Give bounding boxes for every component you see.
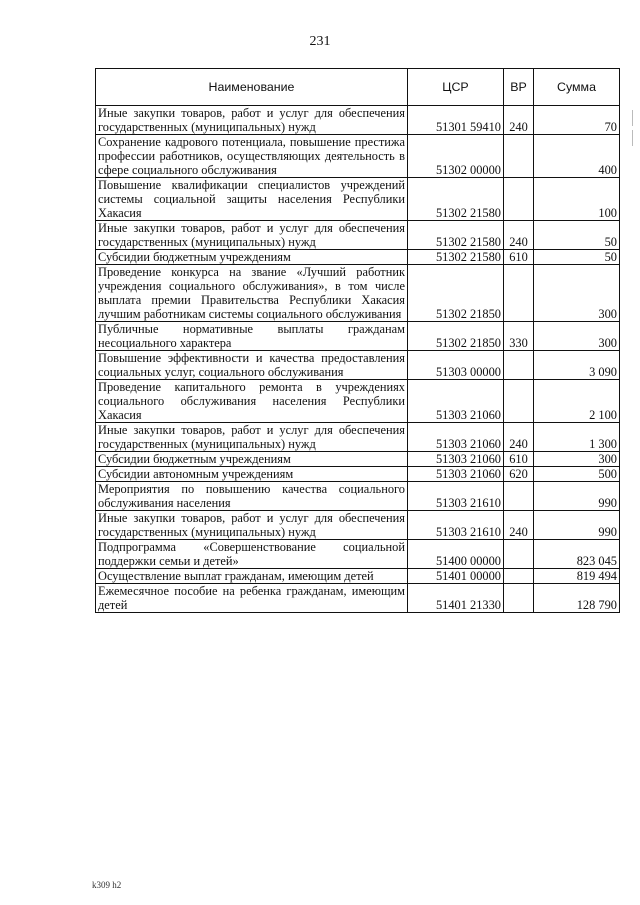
row-sum: 990: [534, 482, 620, 511]
row-vr: 240: [504, 511, 534, 540]
row-name: Субсидии бюджетным учреждениям: [96, 452, 408, 467]
row-vr: 610: [504, 452, 534, 467]
scan-edge-mark: [632, 130, 636, 146]
row-vr: [504, 569, 534, 584]
table-row: [96, 452, 620, 467]
row-name: Иные закупки товаров, работ и услуг для обеспечения государственных (муниципальных) нужд: [96, 106, 408, 135]
row-sum: 823 045: [534, 540, 620, 569]
table-row: [96, 250, 620, 265]
row-name: Сохранение кадрового потенциала, повышение престижа профессии работников, осуществляющих деятельность в сфере социального обслуживания: [96, 135, 408, 178]
row-csr: 51301 59410: [408, 106, 504, 135]
budget-table: [95, 68, 620, 613]
row-name: Повышение квалификации специалистов учреждений системы социальной защиты населения Республики Хакасия: [96, 178, 408, 221]
row-vr: 330: [504, 322, 534, 351]
row-name: Ежемесячное пособие на ребенка гражданам, имеющим детей: [96, 584, 408, 613]
header-csr: ЦСР: [408, 69, 504, 106]
row-csr: 51303 21060: [408, 423, 504, 452]
row-csr: 51303 21060: [408, 467, 504, 482]
row-name: Повышение эффективности и качества предоставления социальных услуг, социального обслуживания: [96, 351, 408, 380]
footer-code: k309 h2: [92, 880, 122, 890]
row-name: Проведение конкурса на звание «Лучший работник учреждения социального обслуживания», в том числе выплата премии Правительства Республики Хакасия лучшим работникам системы социального обслуживания: [96, 265, 408, 322]
header-sum: Сумма: [534, 69, 620, 106]
row-csr: 51401 00000: [408, 569, 504, 584]
row-csr: 51302 21580: [408, 221, 504, 250]
table-row: [96, 482, 620, 511]
table-row: [96, 106, 620, 135]
row-name: Подпрограмма «Совершенствование социальной поддержки семьи и детей»: [96, 540, 408, 569]
header-name: Наименование: [96, 69, 408, 106]
table-row: [96, 569, 620, 584]
row-name: Субсидии бюджетным учреждениям: [96, 250, 408, 265]
row-vr: [504, 540, 534, 569]
row-csr: 51303 21610: [408, 511, 504, 540]
row-sum: 100: [534, 178, 620, 221]
row-vr: 610: [504, 250, 534, 265]
table-row: [96, 178, 620, 221]
row-csr: 51303 21060: [408, 452, 504, 467]
row-name: Осуществление выплат гражданам, имеющим детей: [96, 569, 408, 584]
table-row: [96, 322, 620, 351]
row-sum: 400: [534, 135, 620, 178]
scan-edge-mark: [632, 110, 636, 126]
table-row: [96, 584, 620, 613]
table-row: [96, 540, 620, 569]
row-name: Иные закупки товаров, работ и услуг для обеспечения государственных (муниципальных) нужд: [96, 221, 408, 250]
row-csr: 51302 21850: [408, 322, 504, 351]
table-row: [96, 351, 620, 380]
row-sum: 70: [534, 106, 620, 135]
row-name: Публичные нормативные выплаты гражданам несоциального характера: [96, 322, 408, 351]
row-vr: [504, 482, 534, 511]
table-row: [96, 511, 620, 540]
row-sum: 990: [534, 511, 620, 540]
row-sum: 500: [534, 467, 620, 482]
row-vr: [504, 351, 534, 380]
row-vr: 240: [504, 423, 534, 452]
row-csr: 51302 21580: [408, 178, 504, 221]
row-name: Субсидии автономным учреждениям: [96, 467, 408, 482]
row-csr: 51401 21330: [408, 584, 504, 613]
row-sum: 819 494: [534, 569, 620, 584]
table-row: [96, 265, 620, 322]
row-vr: [504, 584, 534, 613]
page-number: 231: [309, 34, 331, 49]
row-sum: 1 300: [534, 423, 620, 452]
row-sum: 2 100: [534, 380, 620, 423]
row-csr: 51303 21610: [408, 482, 504, 511]
table-header-row: [96, 69, 620, 106]
table-row: [96, 221, 620, 250]
row-name: Мероприятия по повышению качества социального обслуживания населения: [96, 482, 408, 511]
row-vr: 620: [504, 467, 534, 482]
table-row: [96, 380, 620, 423]
header-vr: ВР: [504, 69, 534, 106]
row-vr: [504, 178, 534, 221]
row-sum: 300: [534, 322, 620, 351]
row-vr: [504, 265, 534, 322]
row-sum: 50: [534, 250, 620, 265]
table-row: [96, 423, 620, 452]
row-csr: 51303 21060: [408, 380, 504, 423]
row-name: Иные закупки товаров, работ и услуг для обеспечения государственных (муниципальных) нужд: [96, 511, 408, 540]
row-vr: [504, 380, 534, 423]
table-row: [96, 135, 620, 178]
row-csr: 51302 21850: [408, 265, 504, 322]
row-csr: 51303 00000: [408, 351, 504, 380]
row-vr: 240: [504, 106, 534, 135]
row-sum: 3 090: [534, 351, 620, 380]
row-sum: 50: [534, 221, 620, 250]
row-csr: 51302 00000: [408, 135, 504, 178]
row-csr: 51400 00000: [408, 540, 504, 569]
row-name: Проведение капитального ремонта в учреждениях социального обслуживания населения Республики Хакасия: [96, 380, 408, 423]
row-name: Иные закупки товаров, работ и услуг для обеспечения государственных (муниципальных) нужд: [96, 423, 408, 452]
row-sum: 300: [534, 452, 620, 467]
row-sum: 128 790: [534, 584, 620, 613]
table-row: [96, 467, 620, 482]
row-vr: 240: [504, 221, 534, 250]
row-vr: [504, 135, 534, 178]
row-sum: 300: [534, 265, 620, 322]
row-csr: 51302 21580: [408, 250, 504, 265]
